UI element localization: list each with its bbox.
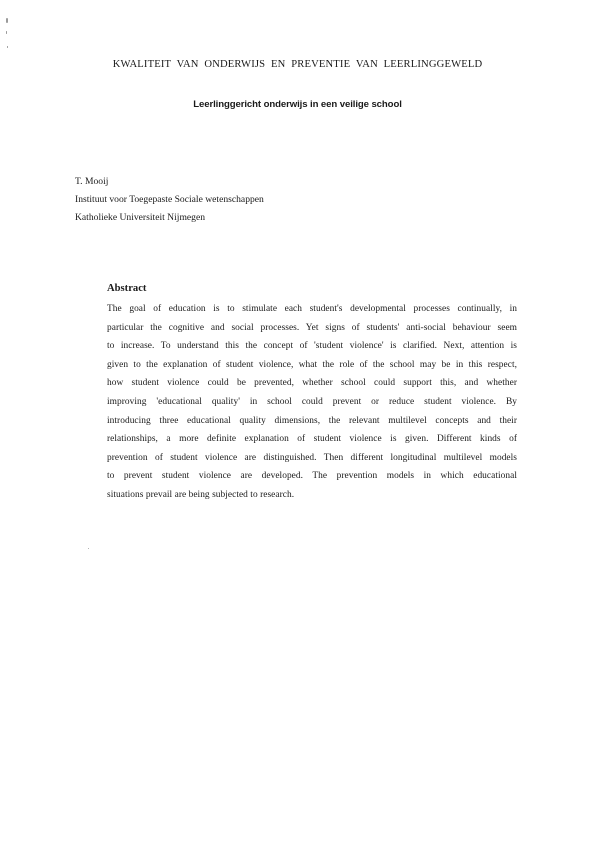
author-institute: Instituut voor Toegepaste Sociale wetenschappen: [75, 194, 264, 205]
abstract-heading: Abstract: [107, 283, 147, 294]
abstract-line: to prevent student violence are developed. The prevention models in which educational: [107, 471, 517, 482]
abstract-line: prevention of student violence are distinguished. Then different longitudinal multilevel models: [107, 452, 517, 463]
author-block: [75, 173, 264, 227]
abstract-line: to increase. To understand this the concept of 'student violence' is clarified. Next, attention is: [107, 341, 517, 352]
abstract-body: [107, 300, 517, 505]
author-university: Katholieke Universiteit Nijmegen: [75, 212, 206, 223]
document-subtitle: Leerlinggericht onderwijs in een veilige school: [193, 99, 402, 110]
abstract-line: improving 'educational quality' in school could prevent or reduce student violence. By: [107, 396, 517, 407]
document-title: KWALITEIT VAN ONDERWIJS EN PREVENTIE VAN LEERLINGGEWELD: [112, 59, 483, 70]
scan-speck: [6, 31, 7, 34]
abstract-line: situations prevail are being subjected to research.: [107, 489, 295, 500]
abstract-line: particular the cognitive and social processes. Yet signs of students' anti-social behaviour seem: [107, 322, 517, 333]
scan-speck: [6, 18, 8, 23]
abstract-line: The goal of education is to stimulate each student's developmental processes continually, in: [107, 304, 517, 314]
abstract-line: given to the explanation of student violence, what the role of the school may be in this respect,: [107, 359, 517, 370]
abstract-line: introducing three educational quality dimensions, the relevant multilevel concepts and their: [107, 415, 517, 426]
scan-speck: [7, 46, 8, 48]
scan-speck: [88, 548, 89, 549]
abstract-line: how student violence could be prevented, whether school could support this, and whether: [107, 378, 517, 389]
author-name: T. Mooij: [75, 176, 109, 187]
abstract-line: relationships, a more definite explanation of student violence is given. Different kinds of: [107, 434, 517, 445]
